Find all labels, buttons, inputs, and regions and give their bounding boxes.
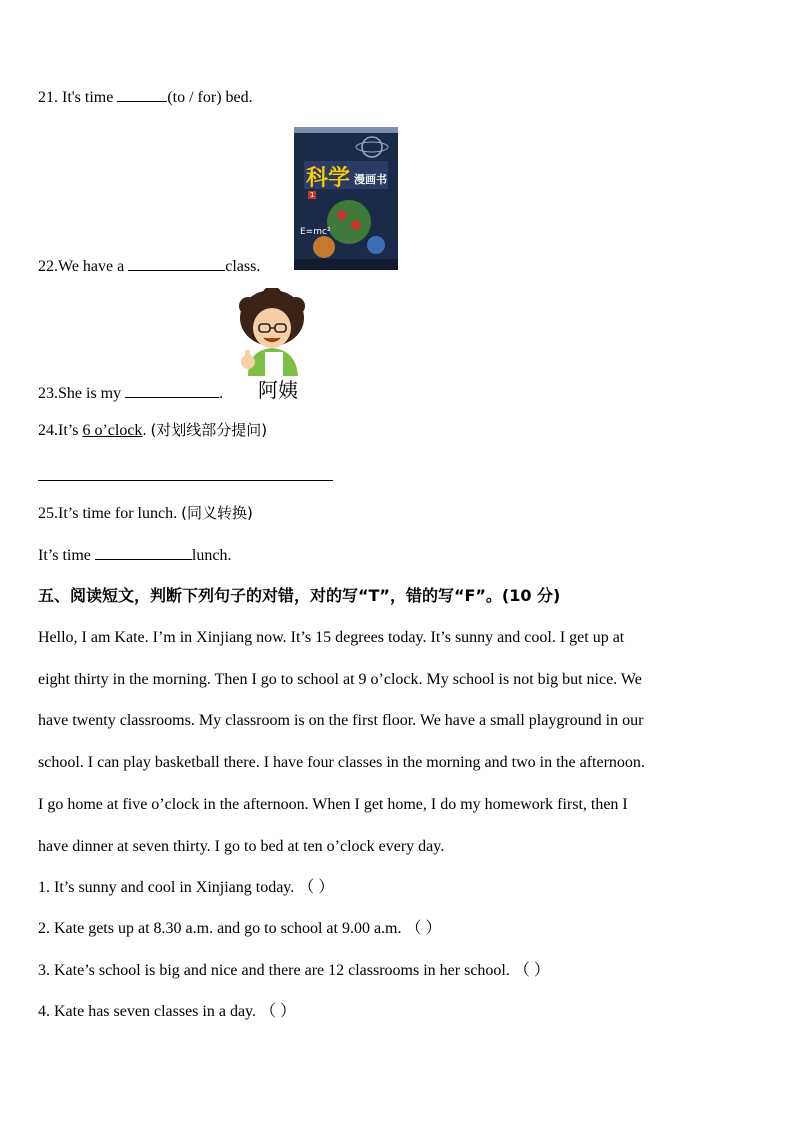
passage-line: school. I can play basketball there. I have four classes in the morning and two in the afternoon.	[38, 754, 645, 772]
answer-line-24[interactable]	[38, 480, 333, 481]
question-25	[38, 503, 253, 524]
answer-blank-21[interactable]	[117, 87, 167, 102]
book-subtitle: 漫画书	[354, 173, 387, 186]
answer-bracket-4[interactable]: （ ）	[260, 1003, 297, 1020]
statement-text: 3. Kate’s school is big and nice and there are 12 classrooms in her school.	[38, 962, 510, 979]
reading-passage	[38, 617, 750, 867]
question-21	[38, 87, 253, 108]
passage-line: have twenty classrooms. My classroom is on the first floor. We have a small playground in our	[38, 712, 644, 730]
aunt-caption: 阿姨	[258, 378, 298, 402]
passage-line: have dinner at seven thirty. I go to bed at ten o’clock every day.	[38, 837, 445, 855]
question-25-rewrite-text: It’s time	[38, 547, 95, 564]
question-24-underlined: 6 o’clock	[82, 422, 143, 439]
statement-1	[38, 878, 334, 898]
passage-line: I go home at five o’clock in the afternoon. When I get home, I do my homework first, then I	[38, 795, 628, 813]
question-23-tail: .	[219, 385, 224, 402]
question-25-rewrite-tail: lunch.	[191, 547, 232, 564]
question-24	[38, 420, 267, 441]
statement-text: 1. It’s sunny and cool in Xinjiang today.	[38, 879, 295, 896]
passage-line: Hello, I am Kate. I’m in Xinjiang now. It’s 15 degrees today. It’s sunny and cool. I get up at	[38, 629, 625, 646]
question-25-rewrite	[38, 545, 231, 566]
aunt-cartoon-image	[234, 288, 314, 403]
question-23	[38, 383, 223, 404]
statement-3	[38, 961, 550, 981]
book-title: 科学	[306, 166, 351, 191]
book-formula: E=mc²	[300, 227, 331, 237]
book-volume: 1	[310, 191, 315, 199]
aunt-cartoon-illustration	[234, 288, 314, 376]
question-21-options: (to / for) bed.	[167, 89, 253, 106]
question-25-instruction: (同义转换)	[181, 504, 253, 522]
answer-bracket-1[interactable]: （ ）	[298, 879, 335, 896]
statement-text: 2. Kate gets up at 8.30 a.m. and go to school at 9.00 a.m.	[38, 920, 402, 937]
question-22	[38, 256, 260, 277]
section-5-heading: 五、阅读短文，判断下列句子的对错，对的写“T”，错的写“F”。(10 分)	[38, 586, 561, 605]
question-21-text: . It's time	[54, 89, 118, 106]
statement-text: 4. Kate has seven classes in a day.	[38, 1003, 256, 1020]
answer-blank-23[interactable]	[125, 383, 219, 398]
question-21-number: 21	[38, 89, 54, 106]
statement-4	[38, 1002, 296, 1022]
answer-blank-25[interactable]	[95, 545, 192, 560]
science-comic-book-image	[294, 127, 398, 270]
question-24-tail: .	[142, 422, 151, 439]
question-22-tail: class.	[225, 258, 261, 275]
question-23-text: 23.She is my	[38, 385, 126, 402]
question-22-text: 22.We have a	[38, 258, 129, 275]
question-24-instruction: (对划线部分提问)	[150, 421, 268, 439]
answer-blank-22[interactable]	[128, 256, 225, 271]
question-25-text: 25.It’s time for lunch.	[38, 505, 182, 522]
answer-bracket-2[interactable]: （ ）	[405, 920, 442, 937]
passage-line: eight thirty in the morning. Then I go to school at 9 o’clock. My school is not big but nice. We	[38, 670, 642, 688]
answer-bracket-3[interactable]: （ ）	[513, 962, 550, 979]
statement-2	[38, 919, 442, 939]
question-24-text: 24.It’s	[38, 422, 83, 439]
